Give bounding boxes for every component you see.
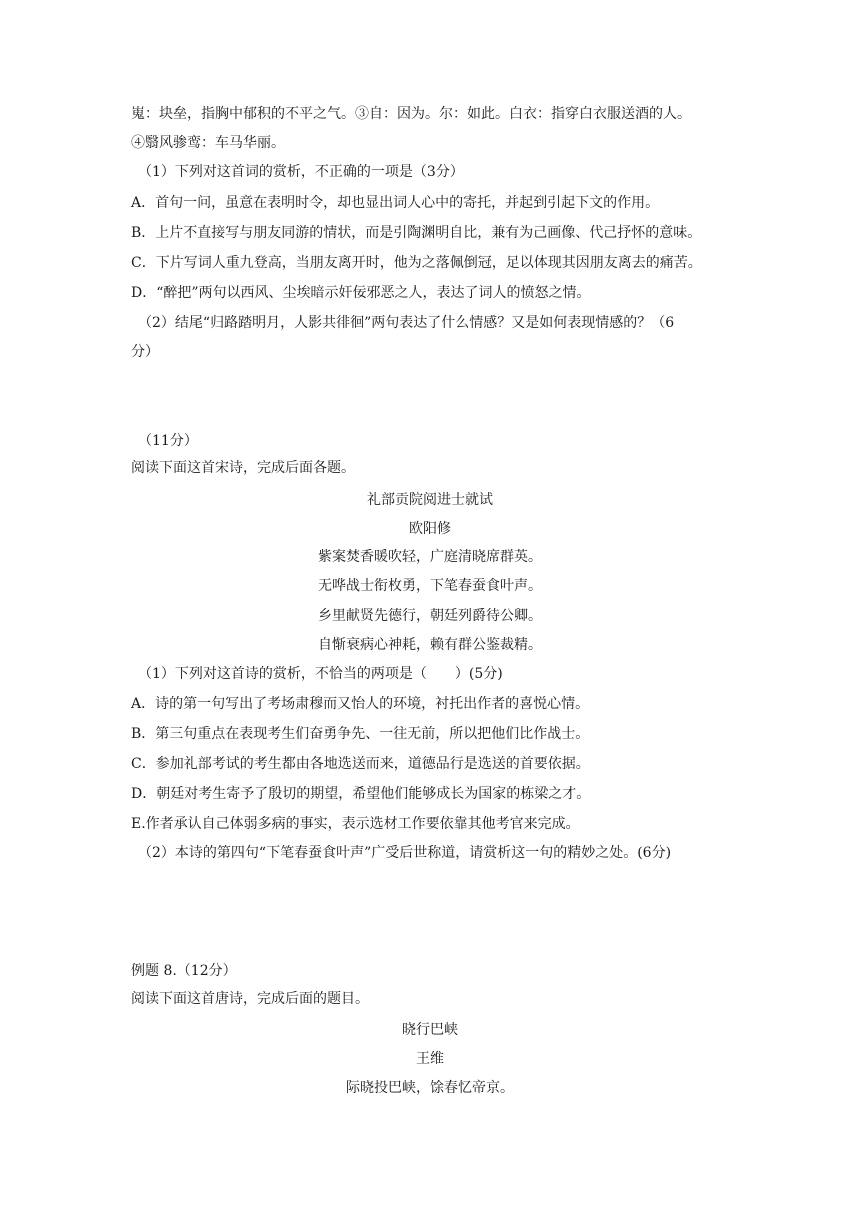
question-1-option-a: A．首句一问，虽意在表明时令，却也显出词人心中的寄托，并起到引起下文的作用。 [131,195,660,211]
poem-3-author: 王维 [416,1051,444,1067]
section-2-score: （11分） [138,433,198,449]
section-2-option-c: C．参加礼部考试的考生都由各地选送而来，道德品行是选送的首要依据。 [131,756,590,772]
section-2-option-e: E.作者承认自己体弱多病的事实，表示选材工作要依靠其他考官来完成。 [131,816,580,832]
question-1-option-d: D．“醉把”两句以西风、尘埃暗示奸佞邪恶之人，表达了词人的愤怒之情。 [131,285,591,301]
poem-2-line: 无哗战士衔枚勇，下笔春蚕食叶声。 [318,578,542,594]
section-2-question-1-prompt: （1）下列对这首诗的赏析，不恰当的两项是（ ）(5分) [138,666,503,682]
poem-2-line: 紫案焚香暖吹轻，广庭清晓席群英。 [318,549,542,565]
question-2-prompt-line-1: （2）结尾“归路踏明月，人影共徘徊”两句表达了什么情感？又是如何表现情感的？（6 [138,315,675,331]
poem-2-line: 乡里献贤先德行，朝廷列爵待公卿。 [318,608,542,624]
poem-3-line: 际晓投巴峡，馀春忆帝京。 [346,1080,514,1096]
question-2-prompt-line-2: 分） [131,344,159,360]
question-1-option-c: C．下片写词人重九登高，当朋友离开时，他为之落佩倒冠，足以体现其因朋友离去的痛苦。 [131,255,702,271]
question-1-prompt: （1）下列对这首词的赏析，不正确的一项是（3分） [138,164,464,180]
section-2-question-2-prompt: （2）本诗的第四句“下笔春蚕食叶声”广受后世称道，请赏析这一句的精妙之处。(6分) [138,845,672,861]
section-2-option-b: B．第三句重点在表现考生们奋勇争先、一往无前，所以把他们比作战士。 [131,726,590,742]
section-2-option-d: D．朝廷对考生寄予了殷切的期望，希望他们能够成长为国家的栋梁之才。 [131,786,591,802]
section-3-instruction: 阅读下面这首唐诗，完成后面的题目。 [131,991,369,1007]
section-2-instruction: 阅读下面这首宋诗，完成后面各题。 [131,460,355,476]
footnote-line-2: ④翳风骖鸾：车马华丽。 [131,135,285,151]
question-1-option-b: B．上片不直接写与朋友同游的情状，而是引陶渊明自比，兼有为己画像、代己抒怀的意味。 [131,225,702,241]
poem-2-title: 礼部贡院阅进士就试 [367,492,493,508]
example-8-heading: 例题 8.（12分） [131,963,237,979]
poem-2-author: 欧阳修 [409,521,451,537]
poem-2-line: 自惭衰病心神耗，赖有群公鉴裁精。 [318,637,542,653]
poem-3-title: 晓行巴峡 [402,1022,458,1038]
footnote-line-1: 嵬：块垒，指胸中郁积的不平之气。③自：因为。尔：如此。白衣：指穿白衣服送酒的人。 [131,106,691,122]
section-2-option-a: A．诗的第一句写出了考场肃穆而又怡人的环境，衬托出作者的喜悦心情。 [131,696,590,712]
